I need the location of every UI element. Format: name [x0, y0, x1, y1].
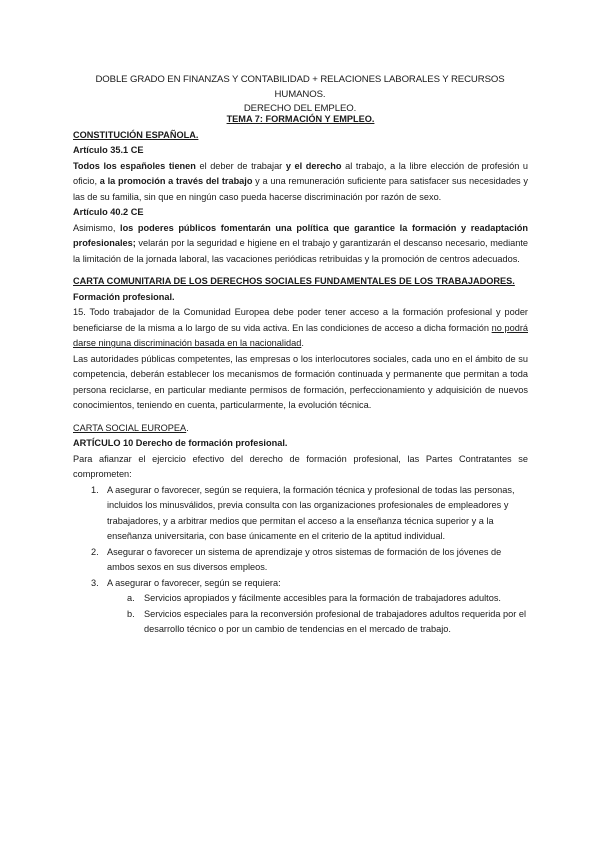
- carta-comunitaria-paragraph-authorities: Las autoridades públicas competentes, las empresas o los interlocutores sociales, cada uno en el ámbito de su competencia, deberán establecer los mecanismos de formación continuada y permanente que permitan a toda persona reciclarse, en particular mediante permisos de formación, perfeccionamiento y adquisición de nuevos conocimientos, teniendo en cuenta, particularmente, la evolución técnica.: [73, 353, 528, 410]
- commitments-list: [73, 483, 528, 638]
- text-run: el deber de trabajar: [195, 160, 286, 171]
- article-40-2-text: [73, 221, 528, 268]
- text-run: al trabajo, a la libre elección de profesión u oficio,: [73, 160, 528, 186]
- article-10-number: ARTÍCULO 10: [73, 438, 134, 448]
- header-line-subject: DERECHO DEL EMPLEO.: [243, 103, 357, 114]
- sub-list-letter: a.: [127, 593, 135, 603]
- article-10-heading: Derecho de formación profesional.: [133, 438, 288, 448]
- topic-title: TEMA 7: FORMACIÓN Y EMPLEO.: [226, 114, 375, 124]
- list-item-text: Asegurar o favorecer un sistema de aprendizaje y otros sistemas de formación de los jóvenes de ambos sexos en sus diversos empleos.: [107, 546, 502, 572]
- underlined-phrase: no podrá darse ninguna discriminación basada en la nacionalidad: [73, 322, 528, 348]
- sub-list-letter: b.: [127, 608, 135, 619]
- text-run: velarán por la seguridad e higiene en el trabajo y garantizarán el descanso necesario, mediante la limitación de la jornada laboral, las vacaciones periódicas retribuidas y la promoción de centros adecuados.: [73, 238, 528, 264]
- list-number: 2.: [91, 546, 99, 557]
- article-40-2-title: Artículo 40.2 CE: [73, 207, 144, 217]
- list-number: 3.: [91, 577, 99, 588]
- carta-comunitaria-paragraph-15: [73, 305, 528, 352]
- carta-social-title: CARTA SOCIAL EUROPEA: [73, 422, 187, 433]
- text-run: y a una remuneración suficiente para satisfacer sus necesidades y las de su familia, sin que en ningún caso pueda hacerse discriminación por razón de sexo.: [73, 176, 528, 202]
- sub-list-item-text: Servicios apropiados y fácilmente accesibles para la formación de trabajadores adultos.: [144, 593, 501, 603]
- document-header: [70, 73, 530, 117]
- header-line-degree: DOBLE GRADO EN FINANZAS Y CONTABILIDAD + RELACIONES LABORALES Y RECURSOS HUMANOS.: [95, 74, 505, 100]
- list-item-text: A asegurar o favorecer, según se requiera, la formación técnica y profesional de todas las personas, incluidos los minusválidos, previa consulta con las organizaciones profesionales de empleadores y trabajadores, y a arbitrar medios que permitan el acceso a la enseñanza técnica superior y a la enseñanza universitaria, con base únicamente en el criterio de la aptitud individual.: [107, 484, 515, 541]
- sub-list-item: [73, 607, 528, 638]
- list-item: [73, 483, 528, 545]
- list-number: 1.: [91, 484, 99, 495]
- article-35-1-text: [73, 159, 528, 206]
- list-item: [73, 545, 528, 576]
- section-title-carta-social: [73, 421, 528, 437]
- bold-phrase: a la promoción a través del trabajo: [99, 176, 253, 186]
- carta-comunitaria-subtitle: Formación profesional.: [73, 291, 175, 302]
- sub-list: [107, 591, 528, 638]
- article-10-title: [73, 436, 528, 452]
- bold-phrase: Todos los españoles tienen: [73, 160, 196, 171]
- list-item-text: A asegurar o favorecer, según se requiera:: [107, 577, 281, 588]
- text-run: .: [301, 338, 304, 348]
- section-title-constitucion: CONSTITUCIÓN ESPAÑOLA.: [73, 129, 199, 140]
- text-run: 15. Todo trabajador de la Comunidad Europea debe poder tener acceso a la formación profesional y poder beneficiarse de la misma a lo largo de su vida activa. En las condiciones de acceso a dicha formación: [73, 307, 528, 333]
- article-35-1-title: Artículo 35.1 CE: [73, 145, 144, 155]
- text-run: .: [186, 422, 189, 433]
- list-item: [73, 576, 528, 638]
- text-run: Asimismo,: [73, 222, 121, 233]
- sub-list-item: [73, 591, 528, 607]
- bold-phrase: y el derecho: [285, 160, 342, 171]
- bold-phrase: los poderes públicos fomentarán una política que garantice la formación y readaptación profesionales;: [73, 222, 528, 248]
- carta-social-intro: Para afianzar el ejercicio efectivo del derecho de formación profesional, las Partes Contratantes se comprometen:: [73, 453, 528, 479]
- document-body: [73, 112, 528, 638]
- section-title-carta-comunitaria: CARTA COMUNITARIA DE LOS DERECHOS SOCIALES FUNDAMENTALES DE LOS TRABAJADORES.: [73, 276, 515, 286]
- sub-list-item-text: Servicios especiales para la reconversión profesional de trabajadores adultos requerida por el desarrollo técnico o por un cambio de tendencias en el mercado de trabajo.: [144, 608, 527, 634]
